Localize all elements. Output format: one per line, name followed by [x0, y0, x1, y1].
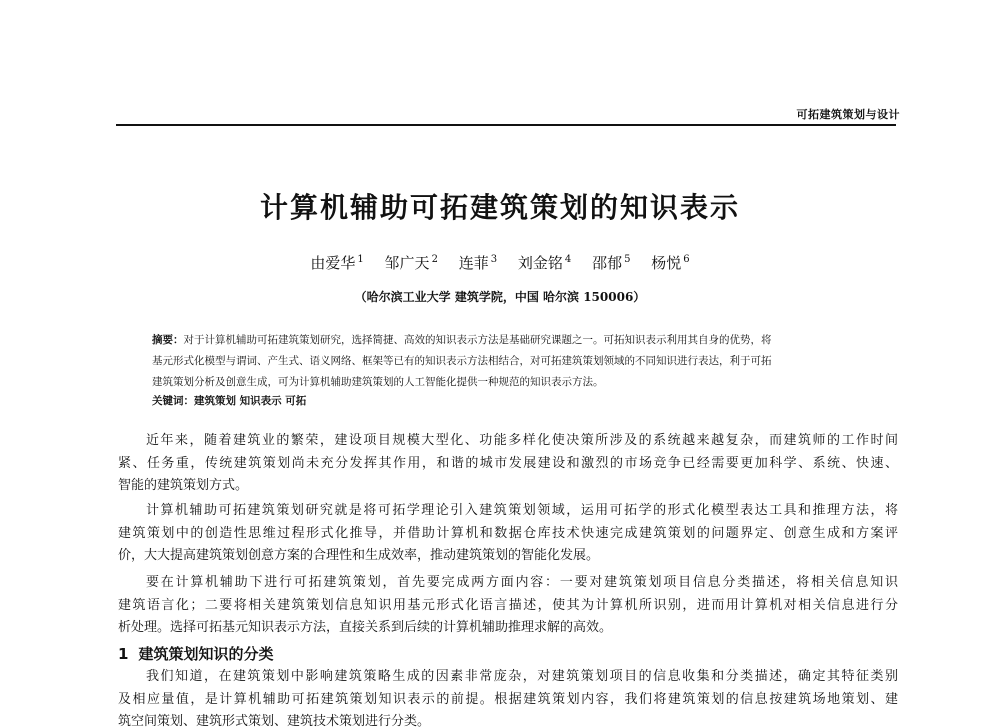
section-title: 建筑策划知识的分类: [138, 645, 274, 663]
author-mark: 3: [490, 254, 498, 265]
author-mark: 4: [564, 254, 572, 265]
paragraph-3: [118, 572, 898, 640]
author-name: 邹广天: [384, 254, 430, 272]
paragraph-line: 建筑策划中的创造性思维过程形式化推导，并借助计算机和数据仓库技术快速完成建筑策划的问题界定、创意生成和方案评: [118, 525, 898, 541]
affiliation: （哈尔滨工业大学 建筑学院，中国 哈尔滨 150006）: [354, 290, 646, 304]
paragraph-line: 价，大大提高建筑策划创意方案的合理性和生成效率，推动建筑策划的智能化发展。: [118, 548, 600, 563]
keywords: [152, 391, 870, 412]
author: [385, 252, 438, 273]
author-name: 邵郁: [592, 254, 623, 272]
abstract-line: 基元形式化模型与谓词、产生式、语义网络、框架等已有的知识表示方法相结合，对可拓建筑策划领域的不同知识进行表达，利于可拓: [152, 355, 772, 367]
section-paragraph: [118, 666, 898, 728]
paragraph-1: [118, 430, 898, 498]
author-mark: 6: [683, 254, 690, 265]
abstract: [152, 330, 870, 393]
author-list: [100, 252, 900, 273]
paragraph-line: 筑空间策划、建筑形式策划、建筑技术策划进行分类。: [118, 714, 431, 728]
paragraph-line: 建筑语言化；二要将相关建筑策划信息知识用基元形式化语言描述，使其为计算机所识别，进而用计算机对相关信息进行分: [118, 597, 898, 613]
author: [592, 252, 630, 273]
paragraph-line: 近年来，随着建筑业的繁荣，建设项目规模大型化、功能多样化使决策所涉及的系统越来越复杂，而建筑师的工作时间: [146, 433, 898, 448]
author-name: 由爱华: [310, 254, 356, 272]
paragraph-line: 紧、任务重，传统建筑策划尚未充分发挥其作用，和谐的城市发展建设和激烈的市场竞争已经需要更加科学、系统、快速、: [118, 455, 898, 471]
paragraph-line: 我们知道，在建筑策划中影响建筑策略生成的因素非常庞杂，对建筑策划项目的信息收集和分类描述，确定其特征类别: [146, 669, 898, 684]
running-head: 可拓建筑策划与设计: [796, 108, 900, 121]
paragraph-2: [118, 500, 898, 568]
abstract-line: 建筑策划分析及创意生成，可为计算机辅助建筑策划的人工智能化提供一种规范的知识表示方法。: [152, 376, 604, 388]
author: [459, 252, 497, 273]
paragraph-line: 析处理。选择可拓基元知识表示方法，直接关系到后续的计算机辅助推理求解的高效。: [118, 620, 613, 635]
abstract-label: 摘要：: [152, 334, 184, 346]
header-rule: [116, 124, 896, 126]
author-mark: 5: [624, 254, 631, 265]
paragraph-line: 要在计算机辅助下进行可拓建筑策划，首先要完成两方面内容：一要对建筑策划项目信息分类描述，将相关信息知识: [146, 575, 898, 590]
paragraph-line: 智能的建筑策划方式。: [118, 478, 249, 493]
paragraph-line: 及相应量值，是计算机辅助可拓建筑策划知识表示的前提。根据建筑策划内容，我们将建筑策划的信息按建筑场地策划、建: [118, 691, 898, 707]
author-name: 连菲: [458, 254, 489, 272]
abstract-line: [152, 330, 870, 351]
author: [651, 252, 689, 273]
author-mark: 2: [431, 254, 438, 265]
section-number: 1: [118, 645, 129, 663]
paper-title: 计算机辅助可拓建筑策划的知识表示: [259, 191, 740, 224]
abstract-text: 对于计算机辅助可拓建筑策划研究，选择简捷、高效的知识表示方法是基础研究课题之一。可拓知识表示利用其自身的优势，将: [183, 334, 772, 346]
author: [310, 252, 363, 273]
author-name: 杨悦: [651, 254, 682, 272]
author-mark: 1: [357, 254, 364, 265]
keywords-label: 关键词：: [152, 395, 194, 407]
author-name: 刘金铭: [517, 254, 563, 272]
paragraph-line: 计算机辅助可拓建筑策划研究就是将可拓学理论引入建筑策划领域，运用可拓学的形式化模型表达工具和推理方法，将: [146, 503, 898, 518]
author: [518, 252, 571, 273]
section-heading: [118, 643, 273, 664]
keywords-value: 建筑策划 知识表示 可拓: [194, 395, 307, 407]
